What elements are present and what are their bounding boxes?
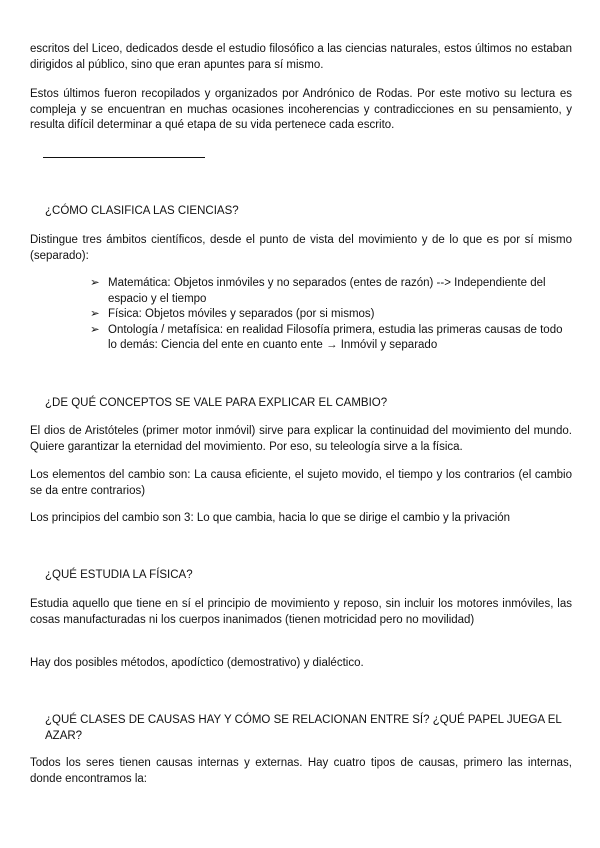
heading-clasifica-ciencias: ¿CÓMO CLASIFICA LAS CIENCIAS? [45,205,239,217]
intro-paragraph-2: Estos últimos fueron recopilados y organizados por Andrónico de Rodas. Por este motivo su lectura es compleja y se encuentran en muchas ocasiones incoherencias y contradicciones en su pensamiento, y resulta difícil determinar a qué etapa de su vida pertenece cada escrito. [30,88,572,131]
bullet-text: Física: Objetos móviles y separados (por si mismos) [108,308,375,320]
bullet-item-ontologia [90,323,572,354]
arrow-bullet-icon: ➢ [90,277,100,289]
bullet-text: Ontología / metafísica: en realidad Filosofía primera, estudia las primeras causas de todo lo demás: Ciencia del ente en cuanto ente → Inmóvil y separado [108,323,563,351]
ciencias-bullet-list [90,276,572,354]
heading-clases-causas: ¿QUÉ CLASES DE CAUSAS HAY Y CÓMO SE RELACIONAN ENTRE SÍ? ¿QUÉ PAPEL JUEGA EL AZAR? [45,714,562,742]
bullet-text: Matemática: Objetos inmóviles y no separados (entes de razón) --> Independiente del espacio y el tiempo [108,277,546,305]
cambio-paragraph-2: Los elementos del cambio son: La causa eficiente, el sujeto movido, el tiempo y los contrarios (el cambio se da entre contrarios) [30,469,572,497]
cambio-paragraph-1: El dios de Aristóteles (primer motor inmóvil) sirve para explicar la continuidad del movimiento del mundo. Quiere garantizar la eternidad del movimiento. Por eso, su teleología sirve a la física. [30,425,572,453]
heading-conceptos-cambio: ¿DE QUÉ CONCEPTOS SE VALE PARA EXPLICAR EL CAMBIO? [45,397,388,409]
fisica-paragraph-1: Estudia aquello que tiene en sí el principio de movimiento y reposo, sin incluir los motores inmóviles, las cosas manufacturadas ni los cuerpos inanimados (tienen motricidad pero no movilidad) [30,598,572,626]
arrow-bullet-icon: ➢ [90,308,100,320]
intro-paragraph-1: escritos del Liceo, dedicados desde el estudio filosófico a las ciencias naturales, estos últimos no estaban dirigidos al público, sino que eran apuntes para sí mismo. [30,43,572,71]
section-divider-line [43,157,205,158]
ciencias-intro-paragraph: Distingue tres ámbitos científicos, desde el punto de vista del movimiento y de lo que es por sí mismo (separado): [30,234,572,262]
fisica-paragraph-2: Hay dos posibles métodos, apodíctico (demostrativo) y dialéctico. [30,657,364,669]
cambio-paragraph-3: Los principios del cambio son 3: Lo que cambia, hacia lo que se dirige el cambio y la privación [30,512,511,524]
arrow-bullet-icon: ➢ [90,323,100,336]
bullet-item-fisica [90,307,572,323]
heading-estudia-fisica: ¿QUÉ ESTUDIA LA FÍSICA? [45,569,193,581]
bullet-item-matematica [90,276,572,307]
causas-paragraph-1: Todos los seres tienen causas internas y externas. Hay cuatro tipos de causas, primero las internas, donde encontramos la: [30,757,572,785]
